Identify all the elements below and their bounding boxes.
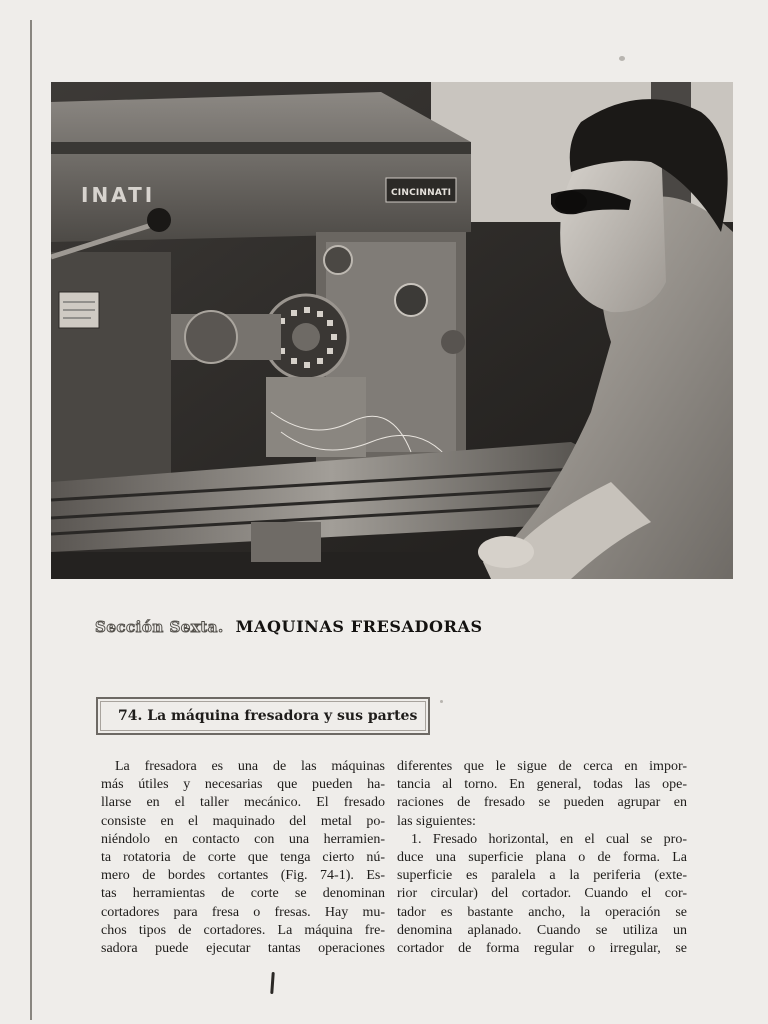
text-line: niéndolo en contacto con una herramien- [101, 831, 385, 847]
text-line: superficie es paralela a la periferia (exte- [397, 868, 687, 884]
ink-smudge [619, 56, 625, 61]
text-line: denomina aplanado. Cuando se utiliza un [397, 922, 687, 938]
text-line: cortadores para fresa o fresas. Hay mu- [101, 904, 385, 920]
text-line: rior circular) del cortador. Cuando el cor- [397, 886, 687, 902]
machine-brand-left: INATI [81, 183, 156, 207]
text-line: tas herramientas de corte se denominan [101, 886, 385, 902]
text-line: más útiles y necesarias que pueden ha- [101, 777, 385, 793]
text-line: diferentes que le sigue de cerca en impor- [397, 759, 687, 774]
text-line: La fresadora es una de las máquinas [115, 759, 385, 774]
topic-box [96, 697, 430, 735]
text-line: ta rotatoria de corte que tenga cierto nú- [101, 849, 385, 865]
text-line: duce una superficie plana o de forma. La [397, 849, 687, 865]
section-title: MAQUINAS FRESADORAS [235, 617, 483, 636]
text-line: chos tipos de cortadores. La máquina fre- [101, 922, 385, 938]
section-heading [95, 617, 655, 637]
ink-smudge [440, 700, 443, 703]
section-label: Sección Sexta. [95, 618, 224, 636]
text-line: raciones de fresado se pueden agrupar en [397, 795, 687, 811]
milling-machine-photo [51, 82, 733, 579]
body-column-left [101, 758, 385, 958]
text-line: 1. Fresado horizontal, en el cual se pro- [411, 831, 687, 847]
text-line: tador es bastante ancho, la operación se [397, 904, 687, 920]
machine-brand-plate: CINCINNATI [391, 188, 451, 198]
text-line: tancia al torno. En general, todas las ope- [397, 777, 687, 793]
text-line: mero de bordes cortantes (Fig. 74-1). Es- [101, 868, 385, 884]
body-column-right [397, 758, 687, 958]
text-line: las siguientes: [397, 813, 476, 829]
ink-mark [270, 972, 275, 994]
page-edge-line [30, 20, 32, 1020]
topic-title: 74. La máquina fresadora y sus partes [118, 708, 418, 724]
text-line: sadora puede ejecutar tantas operaciones [101, 940, 385, 956]
text-line: cortador de forma regular o irregular, se [397, 940, 687, 956]
text-line: llarse en el taller mecánico. El fresado [101, 795, 385, 811]
text-line: consiste en el maquinado del metal po- [101, 813, 385, 829]
